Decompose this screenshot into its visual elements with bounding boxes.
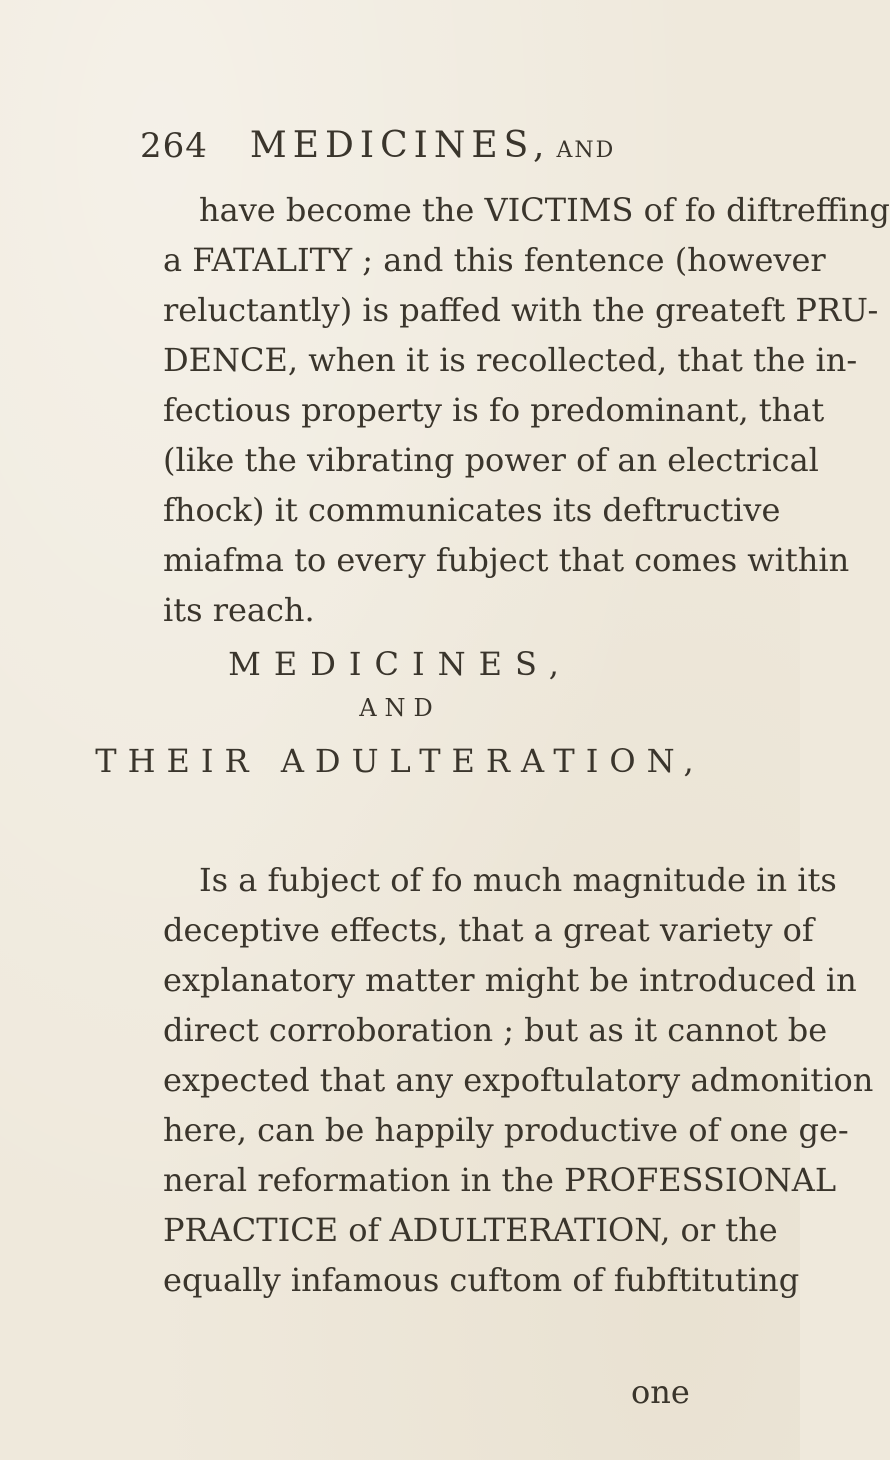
text-line: direct corroboration ; but as it cannot be xyxy=(163,1011,828,1049)
text-line: explanatory matter might be introduced in xyxy=(163,961,857,999)
page-number: 264 xyxy=(140,126,208,166)
paragraph-victims xyxy=(163,185,890,635)
text-line: fectious property is fo predominant, that xyxy=(163,391,825,429)
text-line: deceptive effects, that a great variety of xyxy=(163,911,814,949)
running-head: MEDICINES, xyxy=(249,125,551,166)
text-line: have become the VICTIMS of fo diftreffing xyxy=(199,191,890,229)
catchword: one xyxy=(631,1373,690,1411)
text-line: fhock) it communicates its deftructive xyxy=(163,491,781,529)
text-line: neral reformation in the PROFESSIONAL xyxy=(163,1161,837,1199)
section-heading-medicines: MEDICINES, xyxy=(228,645,572,683)
paragraph-adulteration xyxy=(163,855,874,1305)
text-line: DENCE, when it is recollected, that the in- xyxy=(163,341,858,379)
text-line: its reach. xyxy=(163,591,315,629)
text-line: (like the vibrating power of an electrical xyxy=(163,441,819,479)
text-line: Is a fubject of fo much magnitude in its xyxy=(199,861,837,899)
text-line: here, can be happily productive of one ge- xyxy=(163,1111,849,1149)
text-line: a FATALITY ; and this fentence (however xyxy=(163,241,826,279)
text-line: equally infamous cuftom of fubftituting xyxy=(163,1261,800,1299)
section-heading-and: AND xyxy=(359,694,441,722)
text-line: expected that any expoftulatory admonition xyxy=(163,1061,874,1099)
section-heading-adulteration: THEIR ADULTERATION, xyxy=(95,742,705,780)
page-header xyxy=(140,125,700,171)
running-head-and: AND xyxy=(556,138,616,163)
text-line: reluctantly) is paffed with the greateft PRU- xyxy=(163,291,879,329)
text-line: PRACTICE of ADULTERATION, or the xyxy=(163,1211,778,1249)
text-line: miafma to every fubject that comes within xyxy=(163,541,850,579)
